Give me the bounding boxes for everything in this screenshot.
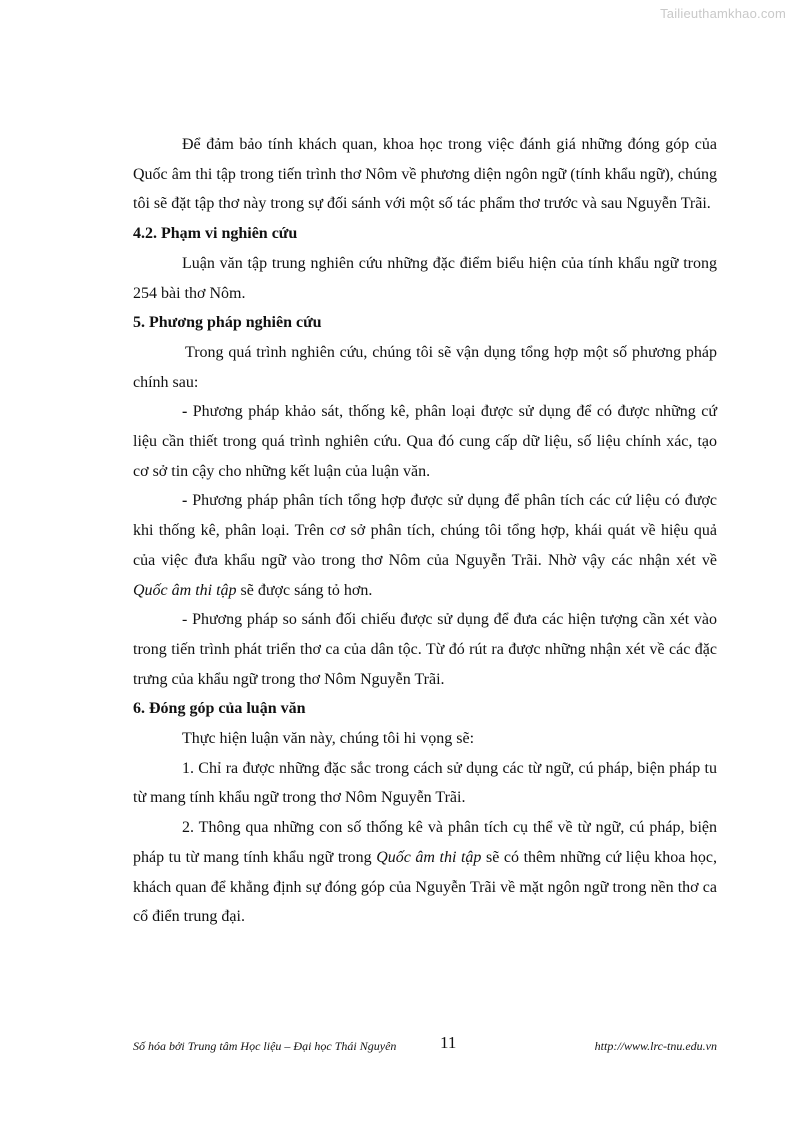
method-2-paragraph <box>133 486 717 605</box>
method-1-dash: - <box>182 403 188 421</box>
document-body <box>133 130 717 932</box>
contrib-2-italic-title: Quốc âm thi tập <box>376 848 482 866</box>
method-1-text: Phương pháp khảo sát, thống kê, phân loại được sử dụng để có được những cứ liệu cần thiết trong quá trình nghiên cứu. Qua đó cung cấp dữ liệu, số liệu chính xác, tạo cơ sở tin cậy cho những kết luận của luận văn. <box>133 403 717 480</box>
contrib-intro-paragraph: Thực hiện luận văn này, chúng tôi hi vọng sẽ: <box>182 730 475 748</box>
footer-url: http://www.lrc-tnu.edu.vn <box>594 1039 717 1053</box>
heading-4-2: 4.2. Phạm vi nghiên cứu <box>133 225 298 243</box>
page-footer <box>133 1033 717 1061</box>
scope-paragraph: Luận văn tập trung nghiên cứu những đặc điểm biểu hiện của tính khẩu ngữ trong 254 bài thơ Nôm. <box>133 254 717 302</box>
method-2-text-b: sẽ được sáng tỏ hơn. <box>240 581 373 599</box>
page-number: 11 <box>440 1033 457 1052</box>
footer-source: Số hóa bởi Trung tâm Học liệu – Đại học Thái Nguyên <box>133 1039 397 1053</box>
method-2-italic-title: Quốc âm thi tập <box>133 581 237 599</box>
watermark: Tailieuthamkhao.com <box>660 6 786 21</box>
method-2-text-a: Phương pháp phân tích tổng hợp được sử dụng để phân tích các cứ liệu có được khi thống kê, phân loại. Trên cơ sở phân tích, chúng tôi tổng hợp, khái quát về hiệu quả của việc đưa khẩu ngữ vào trong thơ Nôm của Nguyễn Trãi. Nhờ vậy các nhận xét về <box>133 492 717 569</box>
contrib-2-text-b: sẽ có thêm những cứ liệu khoa học, khách quan để khẳng định sự đóng góp của Nguyễn Trãi về mặt ngôn ngữ trong nền thơ ca cổ điển trung đại. <box>133 848 718 926</box>
method-1-paragraph <box>133 397 717 486</box>
intro-paragraph: Để đảm bảo tính khách quan, khoa học trong việc đánh giá những đóng góp của Quốc âm thi tập trong tiến trình thơ Nôm về phương diện ngôn ngữ (tính khẩu ngữ), chúng tôi sẽ đặt tập thơ này trong sự đối sánh với một số tác phẩm thơ trước và sau Nguyễn Trãi. <box>133 136 717 213</box>
method-2-dash: - <box>182 492 188 510</box>
methods-intro-paragraph: Trong quá trình nghiên cứu, chúng tôi sẽ vận dụng tổng hợp một số phương pháp chính sau: <box>133 343 717 391</box>
contrib-1-paragraph: 1. Chỉ ra được những đặc sắc trong cách sử dụng các từ ngữ, cú pháp, biện pháp tu từ mang tính khẩu ngữ trong thơ Nôm Nguyễn Trãi. <box>133 759 717 807</box>
contrib-2-text-a: 2. Thông qua những con số thống kê và phân tích cụ thể về từ ngữ, cú pháp, biện pháp tu từ mang tính khẩu ngữ trong <box>133 819 717 866</box>
heading-5: 5. Phương pháp nghiên cứu <box>133 314 322 332</box>
heading-6: 6. Đóng góp của luận văn <box>133 700 306 718</box>
method-3-paragraph: - Phương pháp so sánh đối chiếu được sử dụng để đưa các hiện tượng cần xét vào trong tiến trình phát triển thơ ca của dân tộc. Từ đó rút ra được những nhận xét về các đặc trưng của khẩu ngữ trong thơ Nôm Nguyễn Trãi. <box>133 611 717 688</box>
contrib-2-paragraph <box>133 813 717 932</box>
